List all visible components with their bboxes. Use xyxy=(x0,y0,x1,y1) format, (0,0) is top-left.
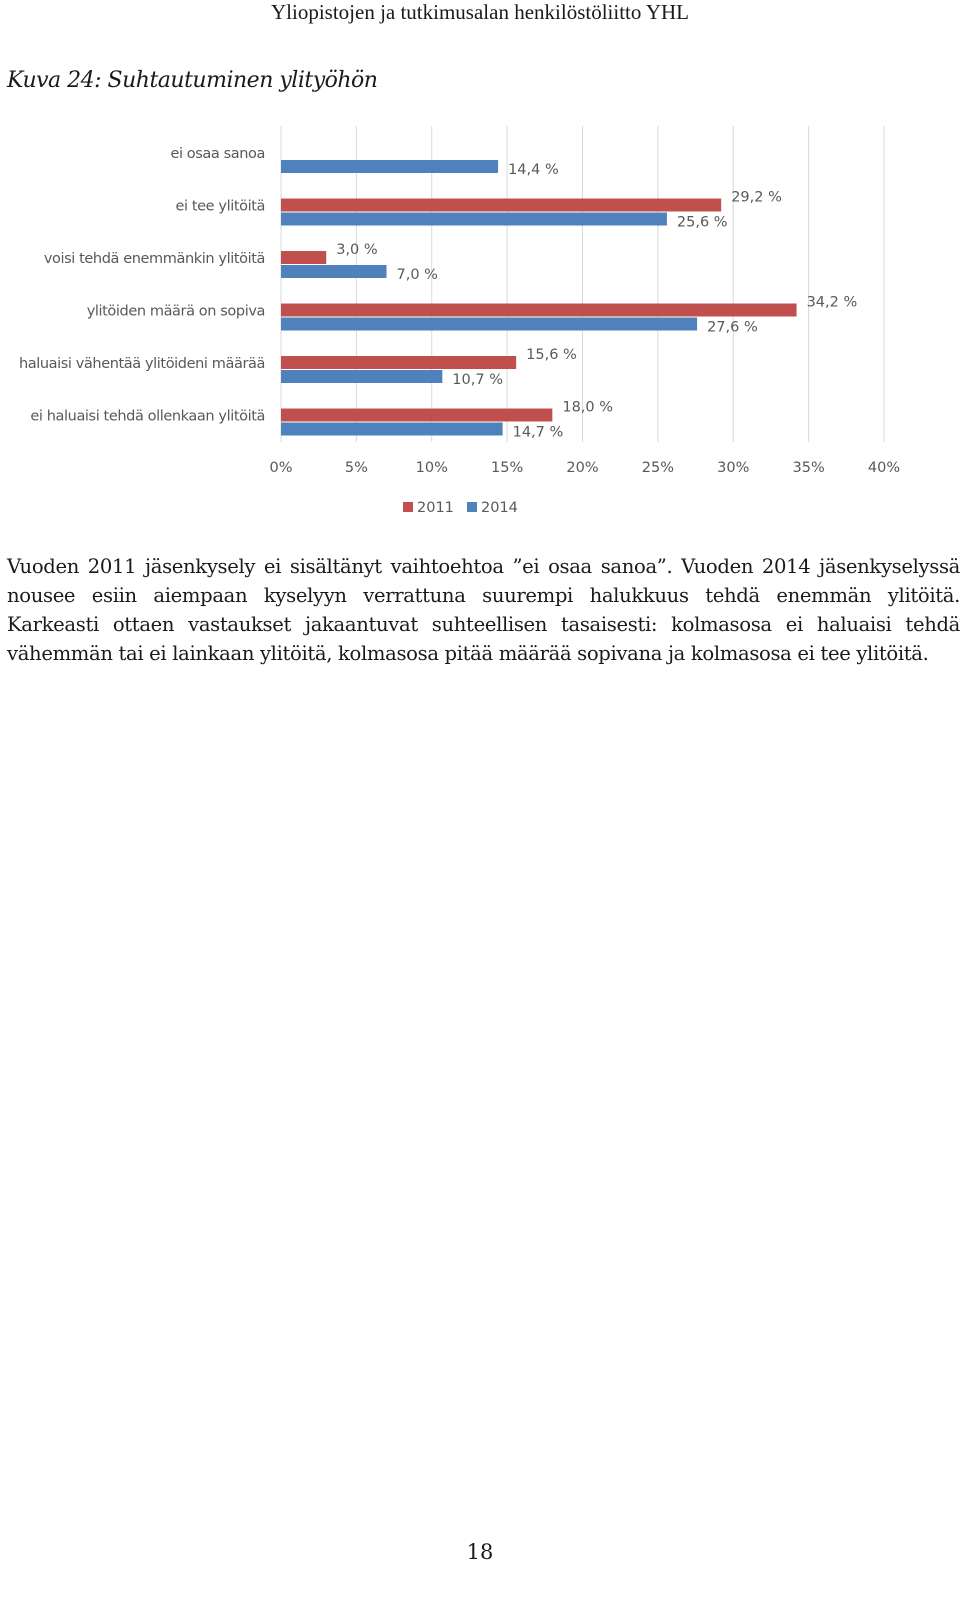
bar-2011 xyxy=(281,356,516,369)
data-label: 14,4 % xyxy=(508,162,559,178)
x-tick-label: 0% xyxy=(269,460,293,476)
bar-2014 xyxy=(281,318,697,331)
bar-2011 xyxy=(281,199,721,212)
bar-2014 xyxy=(281,160,498,173)
bar-2014 xyxy=(281,423,503,436)
legend-label: 2011 xyxy=(417,500,454,516)
data-label: 14,7 % xyxy=(512,424,564,441)
body-paragraph: Vuoden 2011 jäsenkysely ei sisältänyt vaihtoehtoa ”ei osaa sanoa”. Vuoden 2014 jäsenkyselyssä nousee esiin aiempaan kyselyyn verrattuna suurempi halukkuus tehdä enemmän ylitöitä. Karkeasti ottaen vastaukset jakaantuvat suhteellisen tasaisesti: kolmasosa ei haluaisi tehdä vähemmän tai ei lainkaan ylitöitä, kolmasosa pitää määrää sopivana ja kolmasosa ei tee ylitöitä. xyxy=(7,555,960,665)
category-label: ei haluaisi tehdä ollenkaan ylitöitä xyxy=(30,408,265,425)
x-tick-label: 25% xyxy=(641,460,674,476)
x-tick-label: 15% xyxy=(491,460,524,476)
category-label: ylitöiden määrä on sopiva xyxy=(86,303,265,320)
category-label: haluaisi vähentää ylitöideni määrää xyxy=(18,356,265,372)
x-tick-label: 20% xyxy=(566,460,599,476)
data-label: 34,2 % xyxy=(806,294,858,311)
bar-2014 xyxy=(281,265,387,278)
data-label: 29,2 % xyxy=(731,189,782,206)
data-label: 18,0 % xyxy=(562,399,614,416)
category-label: ei tee ylitöitä xyxy=(175,198,265,215)
x-tick-label: 30% xyxy=(717,460,750,476)
x-tick-label: 40% xyxy=(867,460,901,476)
bar-chart xyxy=(0,120,960,525)
bar-2011 xyxy=(281,304,797,317)
bar-2014 xyxy=(281,370,442,383)
data-label: 3,0 % xyxy=(336,242,378,258)
category-label: ei osaa sanoa xyxy=(170,146,265,162)
data-label: 25,6 % xyxy=(676,214,728,231)
figure-caption: Kuva 24: Suhtautuminen ylityöhön xyxy=(7,68,378,93)
legend-swatch-2011 xyxy=(403,502,413,512)
legend-label: 2014 xyxy=(481,500,518,516)
page-number: 18 xyxy=(466,1540,494,1564)
bar-2011 xyxy=(281,409,552,422)
legend-swatch-2014 xyxy=(467,502,477,512)
data-label: 7,0 % xyxy=(396,267,438,283)
data-label: 10,7 % xyxy=(452,372,503,388)
x-tick-label: 5% xyxy=(344,460,368,476)
bar-2014 xyxy=(281,213,667,226)
data-label: 27,6 % xyxy=(707,319,758,336)
category-label: voisi tehdä enemmänkin ylitöitä xyxy=(43,251,265,267)
bar-2011 xyxy=(281,251,326,264)
running-header: Yliopistojen ja tutkimusalan henkilöstöliitto YHL xyxy=(270,0,690,24)
x-tick-label: 35% xyxy=(792,460,825,476)
data-label: 15,6 % xyxy=(526,347,577,363)
x-tick-label: 10% xyxy=(415,460,448,476)
